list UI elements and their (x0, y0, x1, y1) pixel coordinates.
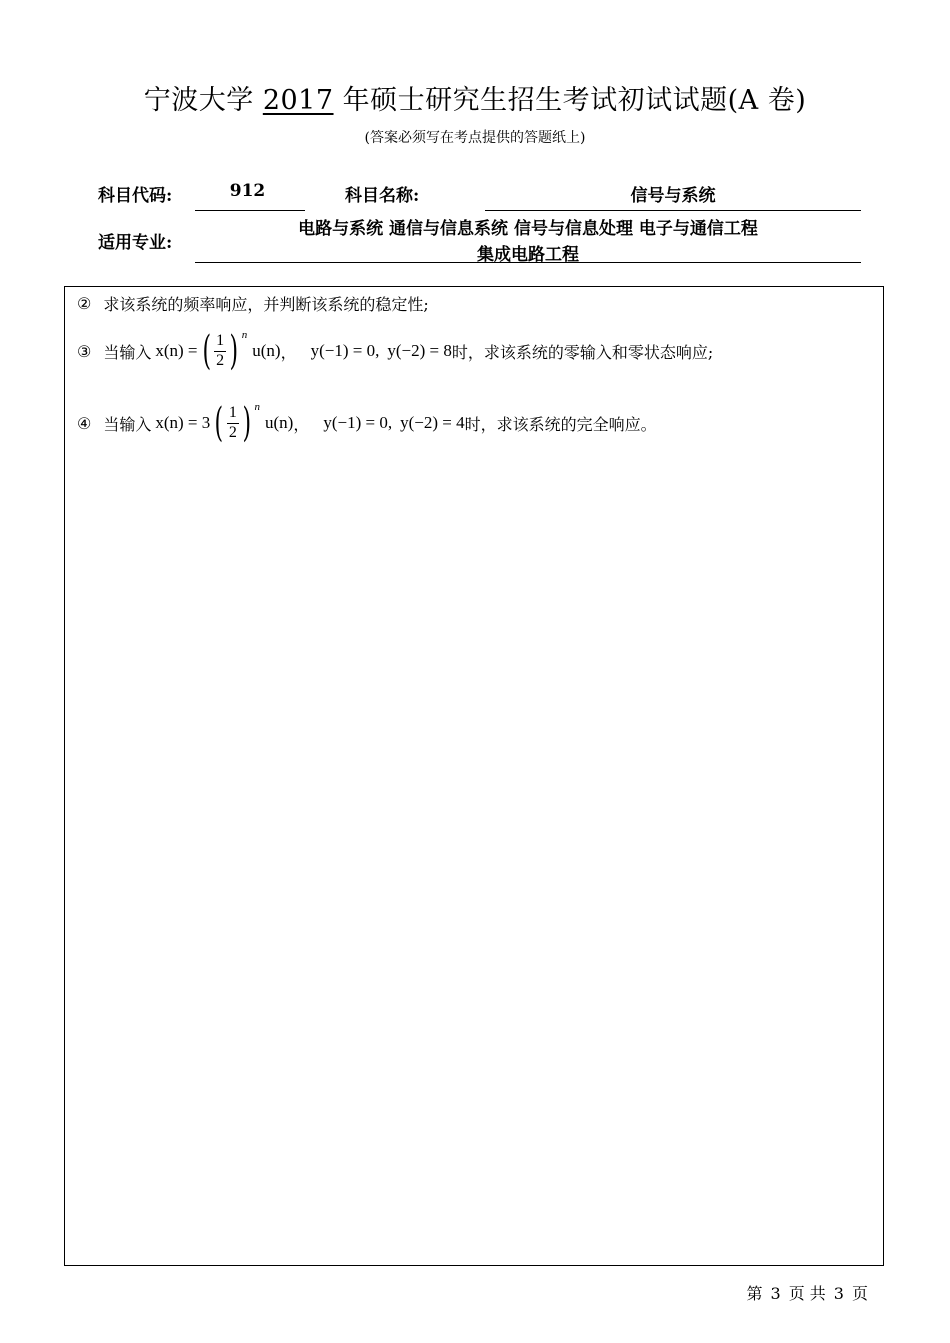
footer-suffix: 页 (851, 1284, 868, 1303)
major-label: 适用专业: (98, 233, 173, 253)
question-4-number: ④ (77, 413, 92, 433)
subject-name-underline (485, 210, 861, 211)
question-3-step: u(n) (252, 341, 281, 360)
question-2-text: 求该系统的频率响应，并判断该系统的稳定性; (103, 295, 429, 314)
question-4-frac-num: 1 (227, 404, 239, 423)
title-suffix: 年硕士研究生招生考试初试试题(A 卷) (333, 85, 807, 116)
question-4-comma: ， (293, 414, 310, 434)
subject-name-value: 信号与系统 (630, 186, 716, 206)
question-4-frac-den: 2 (228, 423, 237, 441)
subject-code-value: 912 (229, 181, 266, 201)
question-3-cond-2: y(−2) = 8 (387, 341, 452, 360)
question-3-fraction: ( $\frac{1}{2}$ ) n (202, 328, 248, 374)
question-4-input-lhs: x(n) = 3 (155, 413, 211, 432)
question-3-cond-1: y(−1) = 0, (310, 341, 380, 360)
question-4-lead: 当输入 (103, 414, 152, 434)
major-line-2: 集成电路工程 (477, 245, 579, 265)
page-title (0, 78, 950, 117)
question-4-tail: 时，求该系统的完全响应。 (464, 414, 657, 434)
question-4-cond-1: y(−1) = 0, (323, 413, 393, 432)
footer-prefix: 第 (746, 1284, 763, 1303)
subject-code-underline (195, 210, 305, 211)
question-3-frac-den: 2 (216, 351, 225, 369)
question-3-exponent: n (241, 329, 248, 341)
question-4-exponent: n (254, 401, 260, 413)
footer-page-total: 3 (833, 1284, 844, 1303)
question-3-tail: 时，求该系统的零输入和零状态响应; (451, 342, 714, 362)
footer-page-number: 3 (770, 1284, 781, 1303)
question-4 (77, 400, 657, 446)
major-line-1: 电路与系统 通信与信息系统 信号与信息处理 电子与通信工程 (298, 219, 758, 239)
question-2 (77, 292, 429, 315)
question-3-number: ③ (77, 341, 92, 361)
page-footer (743, 1281, 873, 1304)
title-prefix: 宁波大学 (143, 85, 263, 116)
subject-name-label: 科目名称: (345, 186, 420, 206)
question-3 (77, 328, 714, 374)
footer-mid: 页 共 (788, 1284, 826, 1303)
question-4-step: u(n) (265, 413, 294, 432)
major-underline (195, 262, 861, 263)
question-3-lead: 当输入 (103, 342, 152, 362)
question-2-number: ② (77, 294, 92, 313)
question-box (64, 286, 884, 1266)
question-4-fraction: ( $\frac{1}{2}$ ) n (214, 400, 260, 446)
page-subtitle: (答案必须写在考点提供的答题纸上) (364, 130, 586, 146)
subject-code-label: 科目代码: (98, 186, 173, 206)
question-3-frac-num: 1 (214, 332, 226, 351)
title-year: 2017 (262, 85, 334, 116)
question-3-input-lhs: x(n) = (155, 341, 198, 360)
question-4-cond-2: y(−2) = 4 (400, 413, 465, 432)
question-3-comma: ， (280, 342, 297, 362)
